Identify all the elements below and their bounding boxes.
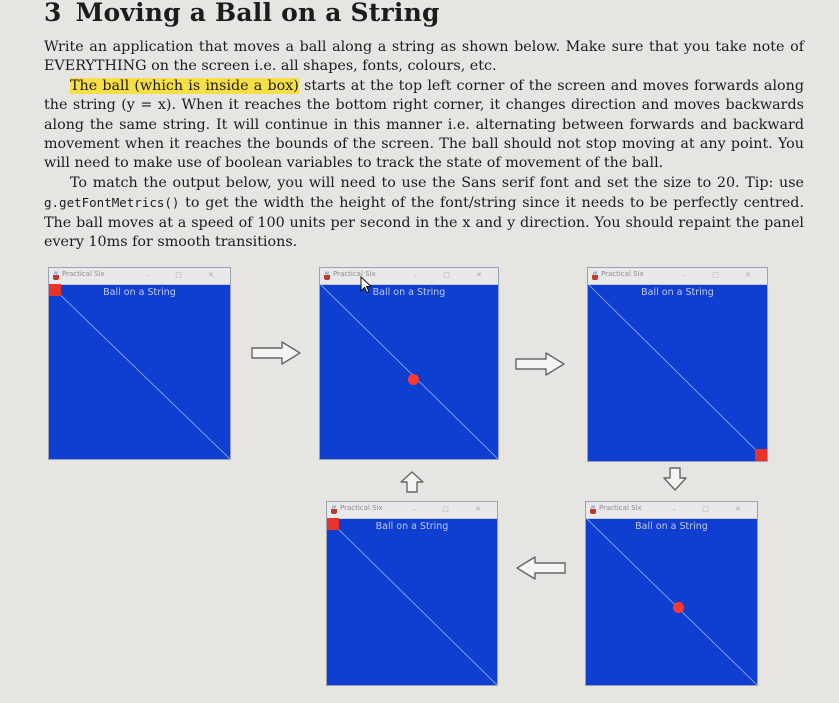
string-line	[49, 284, 230, 459]
code-getfontmetrics: g.getFontMetrics()	[44, 195, 180, 211]
string-line	[320, 284, 498, 459]
panel-caption: Ball on a String	[103, 287, 176, 298]
paragraph-motion	[44, 77, 804, 174]
highlighted-text: The ball (which is inside a box)	[70, 77, 299, 94]
window-controls[interactable]: – □ ✕	[672, 505, 753, 513]
drawing-panel	[586, 518, 757, 685]
assignment-text	[44, 38, 804, 252]
window-controls[interactable]: – □ ✕	[412, 505, 493, 513]
window-title: Practical Six	[601, 270, 644, 278]
window-title: Practical Six	[62, 270, 105, 278]
ball	[408, 374, 419, 385]
window-titlebar	[49, 268, 230, 285]
window-titlebar	[588, 268, 767, 285]
paragraph-intro	[44, 38, 804, 77]
ball	[49, 284, 61, 296]
java-cup-icon	[323, 271, 332, 280]
arrow-down-icon	[662, 466, 688, 492]
arrow-right-icon	[514, 352, 566, 376]
ball	[755, 449, 767, 461]
section-heading	[44, 0, 440, 27]
section-number: 3	[44, 0, 62, 27]
paragraph-intro-text: Write an application that moves a ball along a string as shown below. Make sure that you take note of EVERYTHING on the screen i.e. all shapes, fonts, colours, etc.	[44, 39, 804, 75]
java-cup-icon	[52, 271, 61, 280]
drawing-panel	[588, 284, 767, 461]
drawing-panel	[49, 284, 230, 459]
string-line	[586, 518, 757, 685]
window-title: Practical Six	[340, 504, 383, 512]
section-title: Moving a Ball on a String	[75, 0, 440, 27]
ball	[673, 602, 684, 613]
window-title: Practical Six	[599, 504, 642, 512]
window-titlebar	[586, 502, 757, 519]
arrow-right-icon	[250, 341, 302, 365]
window-backward-start	[327, 502, 497, 685]
string-line	[327, 518, 497, 685]
window-controls[interactable]: – □ ✕	[682, 271, 763, 279]
arrow-left-icon	[515, 556, 567, 580]
paragraph-motion-text: starts at the top left corner of the screen and moves forwards along the string (y = x). When it reaches the bottom right corner, it changes direction and moves backwards along the same string. It will continue in this manner i.e. alternating between forwards and backward movement when it reaches the bounds of the screen. The ball should not stop moving at any point. You will need to make use of boolean variables to track the state of movement of the ball.	[44, 77, 804, 172]
window-backward-middle	[586, 502, 757, 685]
window-title: Practical Six	[333, 270, 376, 278]
drawing-panel	[327, 518, 497, 685]
paragraph-requirements	[44, 174, 804, 253]
window-controls[interactable]: – □ ✕	[413, 271, 494, 279]
paragraph-req-text-b: to get the width the height of the font/string since it needs to be perfectly centred. The ball moves at a speed of 100 units per second in the x and y direction. You should repaint the panel every 10ms for smooth transitions.	[44, 195, 804, 251]
window-titlebar	[327, 502, 497, 519]
java-cup-icon	[591, 271, 600, 280]
panel-caption: Ball on a String	[372, 287, 446, 298]
java-cup-icon	[589, 505, 598, 514]
mouse-cursor-icon	[360, 276, 372, 294]
window-controls[interactable]: – □ ✕	[145, 271, 226, 279]
paragraph-req-text-a: To match the output below, you will need to use the Sans serif font and set the size to 20. Tip: use	[70, 174, 804, 191]
window-titlebar	[320, 268, 498, 285]
panel-caption: Ball on a String	[375, 521, 449, 532]
ball	[327, 518, 339, 530]
string-line	[588, 284, 767, 461]
drawing-panel	[320, 284, 498, 459]
arrow-up-icon	[399, 470, 425, 494]
panel-caption: Ball on a String	[635, 521, 708, 532]
window-forward-middle	[320, 268, 498, 459]
window-bottom-right	[588, 268, 767, 461]
java-cup-icon	[330, 505, 339, 514]
panel-caption: Ball on a String	[641, 287, 714, 298]
window-start	[49, 268, 230, 459]
